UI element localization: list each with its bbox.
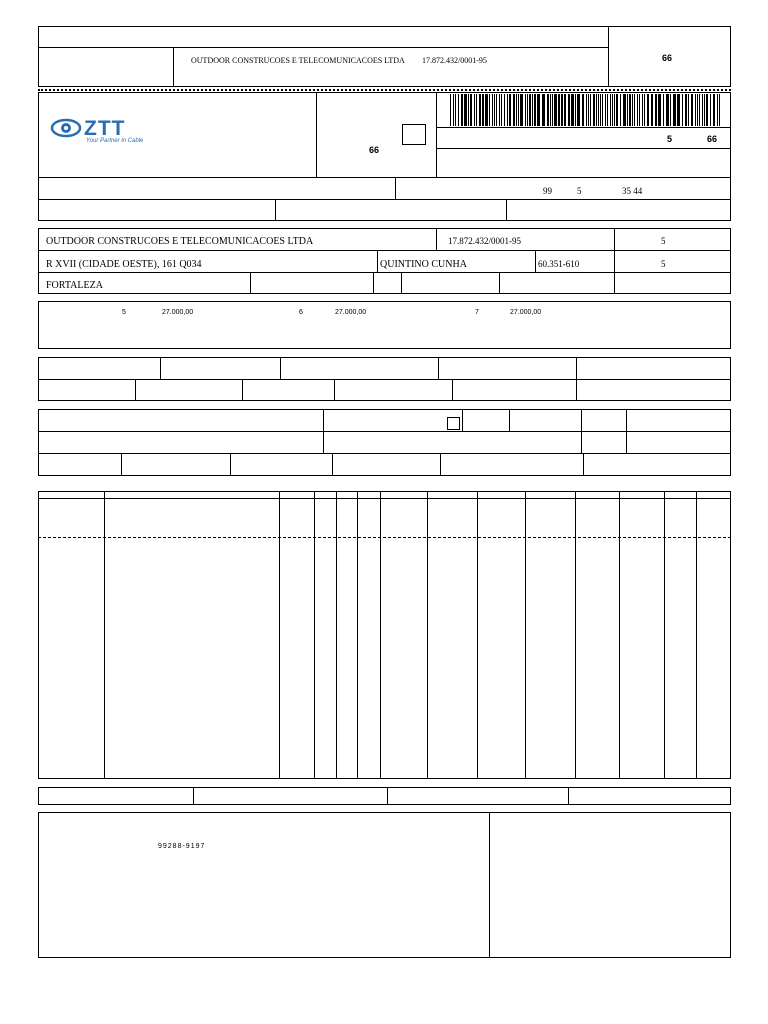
barcode-bar [499,94,500,126]
products-column-divider [104,491,105,779]
barcode-bar [637,94,638,126]
barcode-bar [509,94,511,126]
additional-divider [489,812,490,958]
invoice-value-1: 27.000,00 [162,309,194,316]
transport-divider [230,453,231,476]
header-number: 66 [662,53,673,63]
tax-divider [280,357,281,379]
emitter-divider [38,199,731,200]
recipient-divider [499,272,500,294]
transport-divider [332,453,333,476]
barcode-bar [588,94,589,126]
transport-divider [581,409,582,453]
barcode-bar [610,94,611,126]
products-column-divider [477,491,478,779]
barcode-bar [507,94,508,126]
barcode-bar [717,94,718,126]
barcode-bar [501,94,502,126]
barcode-bar [702,94,703,126]
barcode-bar [568,94,570,126]
barcode-bar [582,94,584,126]
barcode-bar [496,94,497,126]
barcode-bar [552,94,553,126]
recipient-divider [614,228,615,294]
transport-divider [121,453,122,476]
products-column-divider [314,491,315,779]
recipient-cep: 60.351-610 [538,259,580,269]
barcode-bar [658,94,661,126]
recipient-divider [38,272,731,273]
logo-brand: ZTT [84,117,126,140]
barcode-bar [666,94,669,126]
barcode-bar [494,94,495,126]
transport-block [38,409,731,476]
invoice-block [38,301,731,349]
barcode-bar [634,94,635,126]
recipient-address: R XVII (CIDADE OESTE), 161 Q034 [46,259,202,270]
header-divider [38,47,609,48]
barcode-bar [575,94,576,126]
barcode-bar [639,94,640,126]
products-column-divider [525,491,526,779]
barcode-bar [529,94,531,126]
barcode-bar [527,94,528,126]
products-column-divider [279,491,280,779]
nf-number: 66 [369,145,380,155]
emitter-divider [436,92,437,178]
barcode-bar [719,94,720,126]
barcode-bar [537,94,540,126]
barcode-bar [596,94,597,126]
transport-divider [38,431,731,432]
emitter-divider [436,148,731,149]
invoice-num-1: 5 [122,309,126,316]
recipient-cnpj: 17.872.432/0001-95 [448,236,521,246]
header-cnpj: 17.872.432/0001-95 [422,56,487,65]
products-column-divider [380,491,381,779]
emitter-divider [275,199,276,221]
products-header-line [38,498,731,499]
barcode-bar [492,94,493,126]
barcode-bar [468,94,469,126]
barcode-bar [525,94,526,126]
barcode-bar [651,94,653,126]
nature-value-2: 5 [577,186,582,196]
emitter-divider [436,127,731,128]
transport-divider [626,409,627,453]
barcode-bar [620,94,621,126]
tax-divider [242,379,243,401]
barcode-bar [485,94,488,126]
recipient-city: FORTALEZA [46,280,103,291]
barcode-bar [713,94,715,126]
barcode-bar [627,94,628,126]
barcode-bar [629,94,631,126]
cut-line [38,89,731,91]
header-divider [608,26,609,87]
barcode-bar [461,94,463,126]
invoice-value-2: 27.000,00 [335,309,367,316]
transport-divider [509,409,510,431]
barcode-bar [561,94,563,126]
barcode-bar [691,94,693,126]
freight-checkbox [447,417,460,430]
barcode-bar [710,94,711,126]
barcode-bar [663,94,664,126]
barcode-bar [458,94,459,126]
barcode-bar [685,94,687,126]
transport-divider [440,453,441,476]
tax-divider [160,357,161,379]
barcode-bar [677,94,680,126]
additional-block [38,812,731,958]
recipient-divider [401,272,402,294]
products-column-divider [336,491,337,779]
barcode-bar [520,94,523,126]
products-dashed-line [38,537,731,538]
barcode-bar [593,94,595,126]
issqn-divider [568,787,569,805]
barcode-bar [474,94,475,126]
recipient-divider [535,250,536,272]
barcode-bar [699,94,700,126]
barcode-bar [482,94,484,126]
recipient-divider [38,250,731,251]
barcode-bar [607,94,608,126]
transport-divider [462,409,463,431]
barcode-bar [673,94,676,126]
barcode-bar [704,94,705,126]
barcode-bar [479,94,481,126]
barcode-bar [547,94,549,126]
products-column-divider [427,491,428,779]
products-column-divider [664,491,665,779]
tax-divider [334,379,335,401]
barcode-bar [504,94,505,126]
barcode-bar [453,94,454,126]
barcode-bar [602,94,603,126]
barcode-bar [670,94,671,126]
barcode-bar [550,94,551,126]
recipient-right-2: 5 [661,259,666,269]
barcode-bar [470,94,472,126]
transport-divider [583,453,584,476]
barcode-bar [605,94,606,126]
barcode-bar [532,94,533,126]
barcode [450,94,722,126]
barcode-bar [558,94,560,126]
barcode-bar [682,94,683,126]
barcode-bar [476,94,477,126]
products-column-divider [575,491,576,779]
products-column-divider [696,491,697,779]
emitter-divider [395,177,396,199]
recipient-right-1: 5 [661,236,666,246]
products-table [38,491,731,779]
recipient-divider [436,228,437,250]
barcode-bar [614,94,615,126]
logo-tagline: Your Partner in Cable [86,138,144,144]
tax-divider [38,379,731,380]
barcode-bar [455,94,456,126]
header-company: OUTDOOR CONSTRUCOES E TELECOMUNICACOES LTDA [191,56,405,65]
barcode-bar [590,94,591,126]
nature-value-3: 35 44 [622,186,643,196]
barcode-bar [647,94,649,126]
barcode-bar [600,94,601,126]
transport-divider [38,453,731,454]
recipient-district: QUINTINO CUNHA [380,259,467,270]
barcode-bar [516,94,517,126]
issqn-divider [193,787,194,805]
invoice-value-3: 27.000,00 [510,309,542,316]
barcode-bar [518,94,519,126]
recipient-divider [373,272,374,294]
barcode-bar [688,94,689,126]
barcode-bar [586,94,587,126]
barcode-bar [655,94,657,126]
invoice-num-2: 6 [299,309,303,316]
entry-exit-box [402,124,426,145]
invoice-num-3: 7 [475,309,479,316]
barcode-bar [571,94,574,126]
barcode-bar [554,94,557,126]
issqn-block [38,787,731,805]
barcode-bar [697,94,698,126]
tax-divider [438,357,439,379]
recipient-divider [250,272,251,294]
barcode-bar [534,94,536,126]
additional-phone: 99288-9197 [158,843,206,850]
tax-divider [576,357,577,401]
emitter-divider [38,177,731,178]
emitter-divider [506,199,507,221]
barcode-bar [706,94,708,126]
barcode-bar [564,94,566,126]
barcode-bar [598,94,599,126]
barcode-bar [642,94,643,126]
emitter-divider [316,92,317,178]
nf-series: 5 [667,134,673,144]
transport-divider [323,409,324,453]
barcode-bar [623,94,626,126]
recipient-name: OUTDOOR CONSTRUCOES E TELECOMUNICACOES LTDA [46,236,314,247]
tax-divider [135,379,136,401]
barcode-bar [612,94,613,126]
tax-divider [452,379,453,401]
barcode-bar [542,94,545,126]
barcode-bar [489,94,490,126]
nature-value-1: 99 [543,186,552,196]
header-divider [173,47,174,87]
barcode-bar [695,94,696,126]
recipient-divider [377,250,378,272]
barcode-bar [632,94,633,126]
barcode-bar [616,94,618,126]
barcode-bar [644,94,645,126]
barcode-bar [450,94,451,126]
nf-number-right: 66 [707,134,718,144]
barcode-bar [464,94,467,126]
barcode-bar [513,94,515,126]
products-column-divider [619,491,620,779]
products-column-divider [357,491,358,779]
barcode-bar [577,94,580,126]
issqn-divider [387,787,388,805]
